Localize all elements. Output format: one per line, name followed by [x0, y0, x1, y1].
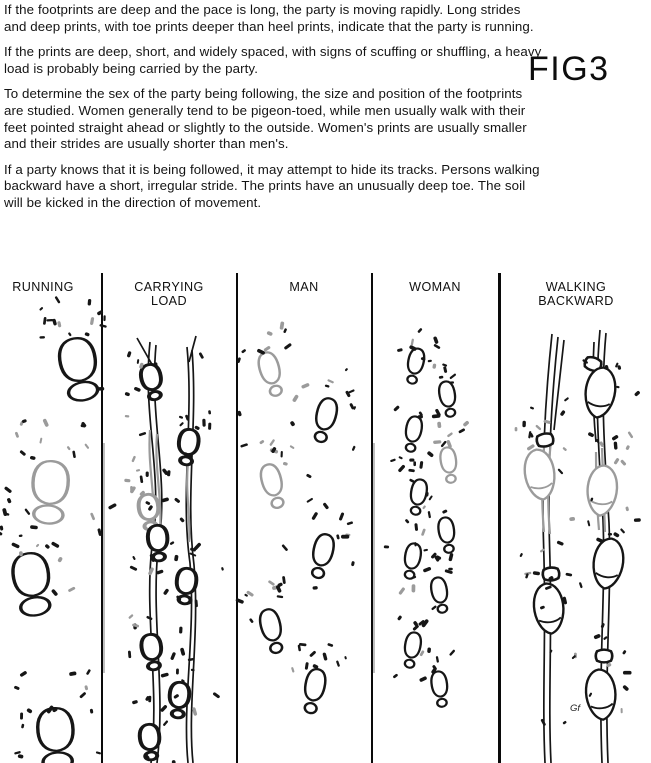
paragraph-running: If the footprints are deep and the pace is long, the party is moving rapidly. Long strides and deep prints, with toe prints deeper than heel prints, indicate that the party is running.	[4, 2, 534, 34]
footprint	[308, 532, 337, 580]
footprint	[139, 724, 161, 761]
footprint	[139, 363, 165, 402]
soil-scatter	[180, 412, 210, 429]
footprint	[176, 428, 200, 466]
footprint	[584, 668, 618, 721]
paragraph-walking-backward: If a party knows that it is being followed, it may attempt to hide its tracks. Persons walking backward have a short, irregular stride. The prints have an unusually deep toe. The soil will be kicked in the direction of movement.	[4, 161, 540, 210]
footprint	[437, 516, 457, 553]
soil-scatter	[292, 644, 346, 671]
track-drag-line	[191, 350, 196, 763]
footprint	[300, 667, 327, 714]
paragraph-carrying-load: If the prints are deep, short, and widely spaced, with signs of scuffing or shuffling, a heavy load is probably being carried by the party.	[4, 44, 542, 76]
column-header-label: MAN	[289, 280, 319, 294]
footprint	[10, 551, 54, 618]
artist-initials: Gf	[570, 703, 581, 714]
footprint	[36, 707, 75, 763]
footprint	[585, 464, 619, 517]
footprint	[404, 347, 426, 385]
footprint	[30, 460, 69, 525]
footprint	[258, 462, 288, 510]
column-header-label: WOMAN	[409, 280, 461, 294]
soil-scatter	[435, 423, 467, 446]
column-header-label: RUNNING	[12, 280, 74, 294]
footprint	[256, 350, 287, 398]
footprint	[532, 582, 566, 635]
footprint	[402, 415, 423, 453]
column-header-label: LOAD	[151, 293, 187, 308]
soil-scatter	[422, 359, 455, 383]
column-header-label: BACKWARD	[538, 293, 614, 308]
footprint	[590, 537, 626, 591]
footprint	[401, 542, 422, 580]
heel-scuff-mark	[536, 432, 554, 447]
footprint	[582, 366, 618, 420]
paragraph-sex-determination: To determine the sex of the party being following, the size and position of the footprints are studied. Women generally tend to be pigeon-toed, while men usually walk with their feet pointed straight ahead or slightly to the outside. Women's prints are usually smaller and their strides are usually shorter than men's.	[4, 86, 527, 152]
footprint	[407, 478, 428, 516]
footprint	[522, 448, 558, 502]
footprint	[257, 607, 286, 655]
footprint	[140, 633, 164, 671]
footprint	[437, 380, 458, 418]
footprint	[439, 446, 459, 483]
column-header-label: WALKING	[545, 280, 607, 294]
footprint	[310, 396, 339, 444]
heel-scuff-mark	[596, 650, 613, 663]
soil-scatter	[400, 457, 422, 481]
column-header-label: CARRYING	[134, 280, 204, 294]
footprint	[401, 631, 422, 669]
footprint	[56, 335, 102, 403]
figure-label: FIG3	[528, 50, 610, 88]
footprint	[430, 670, 450, 707]
